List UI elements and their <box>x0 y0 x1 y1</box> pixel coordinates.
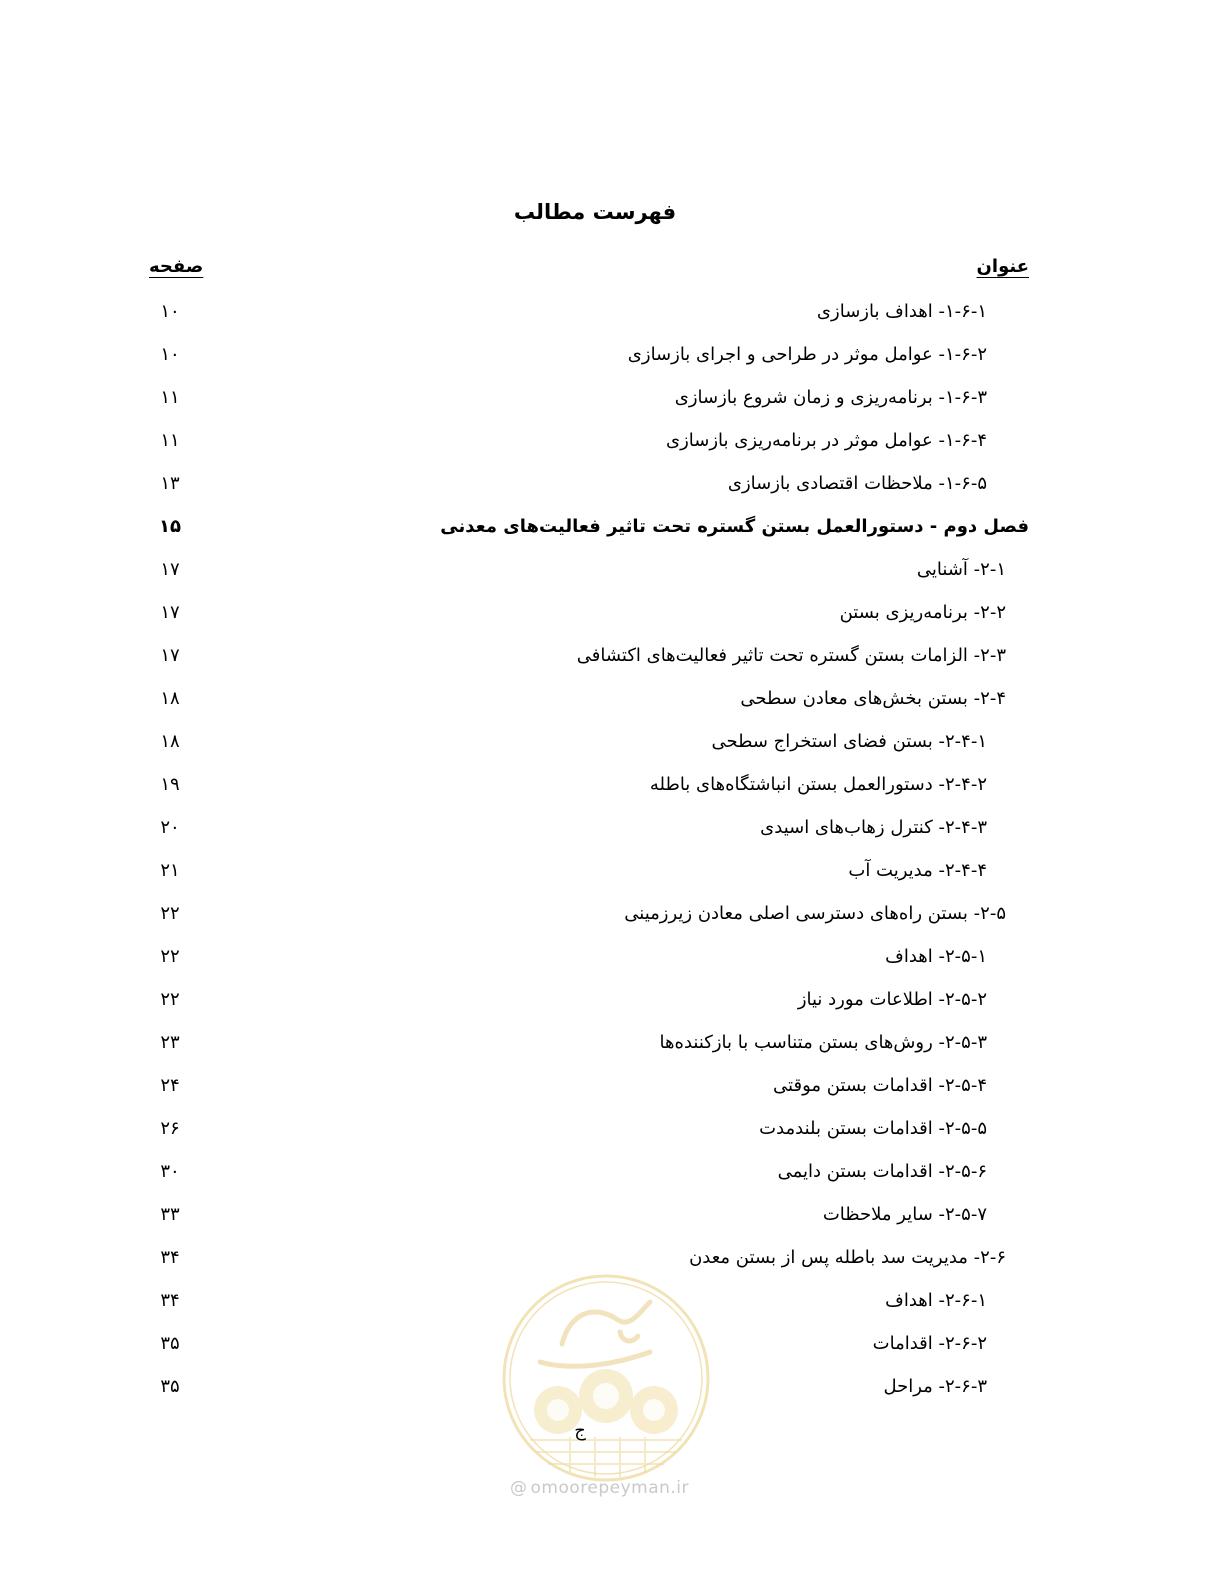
toc-row <box>0 1150 1224 1193</box>
toc-entry-page: ۱۷ <box>160 645 180 666</box>
toc-entry-title: ۲-۴-۲- دستورالعمل بستن انباشتگاه‌های باطله <box>649 774 987 795</box>
toc-entry-title: ۲-۵-۳- روش‌های بستن متناسب با بازکننده‌ها <box>659 1032 987 1053</box>
toc-entry-title: ۲-۶-۲- اقدامات <box>872 1333 987 1354</box>
toc-row <box>0 677 1224 720</box>
toc-entry-title: ۲-۴- بستن بخش‌های معادن سطحی <box>740 688 1006 709</box>
toc-entry-title: ۱-۶-۳- برنامه‌ریزی و زمان شروع بازسازی <box>674 387 987 408</box>
page-number: ج <box>574 1420 586 1441</box>
toc-row <box>0 419 1224 462</box>
toc-entry-title: ۱-۶-۴- عوامل موثر در برنامه‌ریزی بازسازی <box>666 430 987 451</box>
toc-entry-title: ۲-۵-۲- اطلاعات مورد نیاز <box>797 989 987 1010</box>
toc-entry-page: ۱۷ <box>160 559 180 580</box>
toc-entry-page: ۱۸ <box>160 688 180 709</box>
toc-entry-page: ۱۰ <box>160 301 180 322</box>
toc-entry-page: ۳۵ <box>160 1333 180 1354</box>
toc-entry-page: ۱۸ <box>160 731 180 752</box>
watermark-logo <box>500 1272 712 1484</box>
toc-row <box>0 1064 1224 1107</box>
table-of-contents <box>0 290 1224 1410</box>
column-header-title: عنوان <box>976 256 1029 277</box>
toc-row <box>0 333 1224 376</box>
page-title: فهرست مطالب <box>513 200 677 224</box>
toc-entry-page: ۱۵ <box>159 516 181 537</box>
toc-entry-title: ۲-۴-۴- مدیریت آب <box>848 860 987 881</box>
toc-row <box>0 806 1224 849</box>
toc-entry-page: ۳۰ <box>160 1161 180 1182</box>
toc-entry-page: ۱۹ <box>160 774 180 795</box>
toc-entry-page: ۱۳ <box>160 473 180 494</box>
toc-row <box>0 935 1224 978</box>
toc-entry-page: ۲۱ <box>160 860 180 881</box>
toc-entry-page: ۳۵ <box>160 1376 180 1397</box>
toc-row <box>0 634 1224 677</box>
toc-entry-page: ۳۳ <box>160 1204 180 1225</box>
toc-entry-title: ۲-۴-۳- کنترل زهاب‌های اسیدی <box>760 817 987 838</box>
toc-entry-title: ۲-۵-۱- اهداف <box>885 946 987 967</box>
toc-entry-page: ۲۶ <box>160 1118 180 1139</box>
toc-entry-title: ۲-۳- الزامات بستن گستره تحت تاثیر فعالیت‌های اکتشافی <box>576 645 1006 666</box>
toc-row <box>0 892 1224 935</box>
toc-row <box>0 1107 1224 1150</box>
toc-entry-page: ۱۷ <box>160 602 180 623</box>
toc-entry-page: ۲۲ <box>160 946 180 967</box>
toc-entry-page: ۲۳ <box>160 1032 180 1053</box>
toc-row <box>0 1193 1224 1236</box>
toc-row <box>0 720 1224 763</box>
toc-row <box>0 376 1224 419</box>
toc-row <box>0 462 1224 505</box>
toc-entry-page: ۱۱ <box>160 387 180 408</box>
watermark-url: @ omoorepeyman.ir <box>510 1478 690 1498</box>
toc-entry-page: ۳۴ <box>160 1290 180 1311</box>
column-header-page: صفحه <box>149 256 204 277</box>
toc-entry-title: ۲-۶-۱- اهداف <box>885 1290 987 1311</box>
toc-entry-title: ۱-۶-۲- عوامل موثر در طراحی و اجرای بازسازی <box>627 344 987 365</box>
toc-row <box>0 290 1224 333</box>
toc-entry-page: ۱۰ <box>160 344 180 365</box>
toc-entry-page: ۳۴ <box>160 1247 180 1268</box>
toc-entry-page: ۲۴ <box>160 1075 180 1096</box>
toc-row <box>0 548 1224 591</box>
toc-entry-page: ۲۲ <box>160 903 180 924</box>
toc-entry-title: ۱-۶-۵- ملاحظات اقتصادی بازسازی <box>727 473 987 494</box>
toc-entry-page: ۱۱ <box>160 430 180 451</box>
toc-entry-title: فصل دوم - دستورالعمل بستن گستره تحت تاثیر فعالیت‌های معدنی <box>440 516 1029 537</box>
toc-entry-title: ۲-۵-۷- سایر ملاحظات <box>822 1204 987 1225</box>
toc-entry-title: ۲-۶- مدیریت سد باطله پس از بستن معدن <box>689 1247 1006 1268</box>
at-sign-icon: @ <box>510 1478 528 1498</box>
toc-row <box>0 763 1224 806</box>
toc-row <box>0 849 1224 892</box>
toc-entry-page: ۲۰ <box>160 817 180 838</box>
toc-entry-title: ۱-۶-۱- اهداف بازسازی <box>816 301 987 322</box>
toc-row <box>0 978 1224 1021</box>
toc-row <box>0 1021 1224 1064</box>
toc-entry-title: ۲-۵- بستن راه‌های دسترسی اصلی معادن زیرزمینی <box>624 903 1006 924</box>
toc-entry-title: ۲-۱- آشنایی <box>916 559 1006 580</box>
toc-row <box>0 505 1224 548</box>
toc-entry-title: ۲-۵-۵- اقدامات بستن بلندمدت <box>759 1118 987 1139</box>
toc-row <box>0 591 1224 634</box>
toc-entry-title: ۲-۶-۳- مراحل <box>883 1376 987 1397</box>
toc-entry-page: ۲۲ <box>160 989 180 1010</box>
toc-entry-title: ۲-۴-۱- بستن فضای استخراج سطحی <box>711 731 987 752</box>
toc-entry-title: ۲-۵-۴- اقدامات بستن موقتی <box>773 1075 987 1096</box>
toc-entry-title: ۲-۵-۶- اقدامات بستن دایمی <box>777 1161 987 1182</box>
toc-entry-title: ۲-۲- برنامه‌ریزی بستن <box>839 602 1006 623</box>
